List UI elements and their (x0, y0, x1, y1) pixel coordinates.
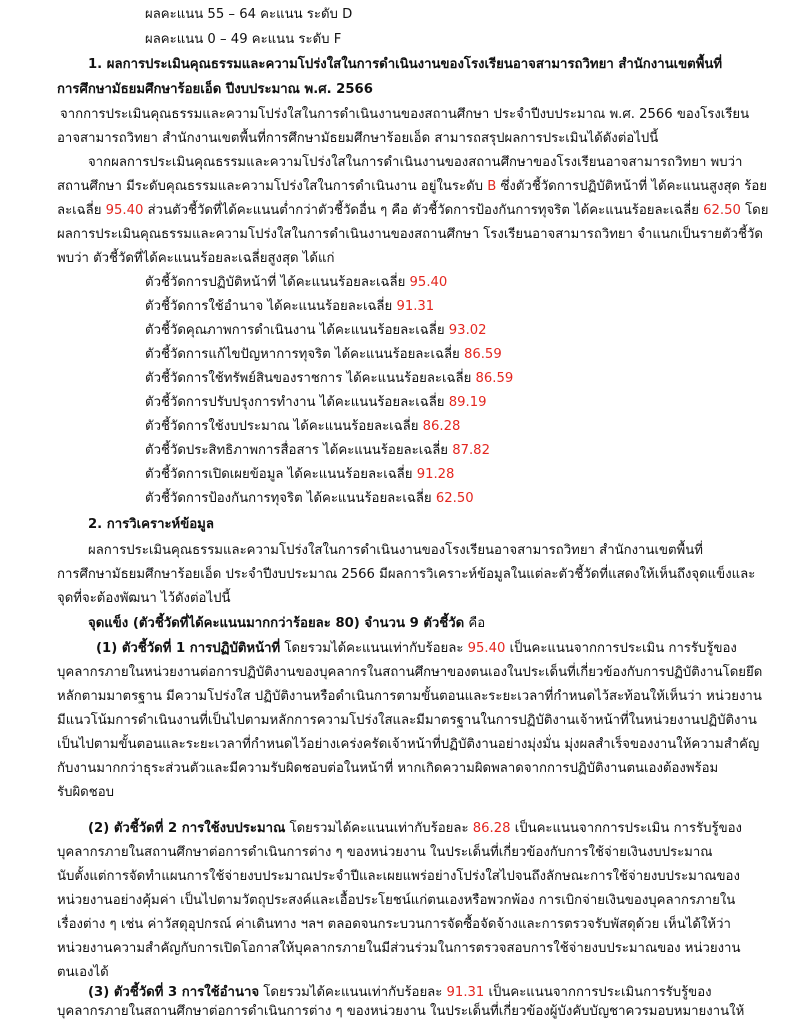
indicator-score: 93.02 (448, 323, 487, 338)
item1-body-line: รับผิดชอบ (57, 785, 114, 800)
result-text: ซึ่งตัวชี้วัดการปฏิบัติหน้าที่ ได้คะแนนสูงสุด ร้อย (496, 179, 768, 194)
indicator-label: ตัวชี้วัดการใช้ทรัพย์สินของราชการ ได้คะแนนร้อยละเฉลี่ย (145, 371, 476, 386)
max-score-value: 95.40 (105, 203, 144, 218)
item1-tail: เป็นคะแนนจากการประเมิน การรับรู้ของ (505, 641, 737, 656)
item2-lead: โดยรวมได้คะแนนเท่ากับร้อยละ (285, 821, 473, 836)
indicator-score: 62.50 (435, 491, 474, 506)
min-score-value: 62.50 (703, 203, 741, 218)
item1-body-line: มีแนวโน้มการดำเนินงานที่เป็นไปตามหลักการความโปร่งใสและมีมาตรฐานในการปฏิบัติงานเจ้าหน้าที่ในหน่วยงานปฏิบัติงาน (57, 713, 757, 728)
indicator-score: 91.31 (396, 299, 435, 314)
analysis-para-line3: จุดที่จะต้องพัฒนา ไว้ดังต่อไปนี้ (57, 591, 231, 606)
item1-first-line (96, 638, 737, 660)
item1-body-line: บุคลากรภายในหน่วยงานต่อการปฏิบัติงานของบุคลากรในสถานศึกษาของตนเองในประเด็นที่เกี่ยวข้องกับการปฏิบัติงานโดยยึด (57, 665, 763, 680)
item1-title: (1) ตัวชี้วัดที่ 1 การปฏิบัติหน้าที่ (96, 641, 281, 656)
item2-tail: เป็นคะแนนจากการประเมิน การรับรู้ของ (510, 821, 742, 836)
analysis-para-line2: การศึกษามัธยมศึกษาร้อยเอ็ด ประจำปีงบประมาณ 2566 มีผลการวิเคราะห์ข้อมูลในแต่ละตัวชี้วัดที่แสดงให้เห็นถึงจุดแข็งและ (57, 567, 756, 582)
indicator-label: ตัวชี้วัดการป้องกันการทุจริต ได้คะแนนร้อยละเฉลี่ย (145, 491, 436, 506)
indicator-item (145, 296, 434, 318)
result-para-line1: จากผลการประเมินคุณธรรมและความโปร่งใสในการดำเนินงานของสถานศึกษาของโรงเรียนอาจสามารถวิทยา พบว่า (88, 155, 743, 170)
result-para-line5: พบว่า ตัวชี้วัดที่ได้คะแนนร้อยละเฉลี่ยสูงสุด ได้แก่ (57, 251, 335, 266)
result-text: สถานศึกษา มีระดับคุณธรรมและความโปร่งใสในการดำเนินงาน อยู่ในระดับ (57, 179, 488, 194)
indicator-item (145, 416, 460, 438)
analysis-para-line1: ผลการประเมินคุณธรรมและความโปร่งใสในการดำเนินงานของโรงเรียนอาจสามารถวิทยา สำนักงานเขตพื้นที่ (88, 543, 703, 558)
indicator-label: ตัวชี้วัดการใช้งบประมาณ ได้คะแนนร้อยละเฉลี่ย (145, 419, 423, 434)
item2-body-line: เรื่องต่าง ๆ เช่น ค่าวัสดุอุปกรณ์ ค่าเดินทาง ฯลฯ ตลอดจนกระบวนการจัดซื้อจัดจ้างและการตรวจรับพัสดุด้วย เห็นได้ให้ว่า (57, 917, 731, 932)
result-para-line2 (57, 176, 767, 198)
result-text: ละเฉลี่ย (57, 203, 106, 218)
section1-heading-line2: การศึกษามัธยมศึกษาร้อยเอ็ด ปีงบประมาณ พ.ศ. 2566 (57, 82, 373, 97)
result-text: โดย (740, 203, 769, 218)
indicator-item (145, 368, 513, 390)
section2-heading: 2. การวิเคราะห์ข้อมูล (88, 517, 214, 532)
indicator-item (145, 440, 490, 462)
level-value: B (487, 179, 497, 194)
indicator-label: ตัวชี้วัดการปฏิบัติหน้าที่ ได้คะแนนร้อยละเฉลี่ย (145, 275, 410, 290)
item1-body-line: กับงานมากกว่าธุระส่วนตัวและมีความรับผิดชอบต่อในหน้าที่ หากเกิดความผิดพลาดจากการปฏิบัติงานตนเองต้องพร้อม (57, 761, 719, 776)
item2-title: (2) ตัวชี้วัดที่ 2 การใช้งบประมาณ (88, 821, 286, 836)
indicator-label: ตัวชี้วัดประสิทธิภาพการสื่อสาร ได้คะแนนร้อยละเฉลี่ย (145, 443, 453, 458)
item3-body-line: บุคลากรภายในสถานศึกษาต่อการดำเนินการต่าง ๆ ของหน่วยงาน ในประเด็นที่เกี่ยวข้องผู้บังคับบัญชาควรมอบหมายงานให้ (57, 1004, 745, 1019)
item3-title: (3) ตัวชี้วัดที่ 3 การใช้อำนาจ (88, 985, 260, 1000)
item1-score: 95.40 (467, 641, 506, 656)
indicator-item (145, 392, 486, 414)
result-para-line4: ผลการประเมินคุณธรรมและความโปร่งใสในการดำเนินงานของสถานศึกษา โรงเรียนอาจสามารถวิทยา จำแนกเป็นรายตัวชี้วัด (57, 227, 763, 242)
strengths-heading (88, 613, 485, 635)
item2-first-line (88, 818, 742, 840)
item3-lead: โดยรวมได้คะแนนเท่ากับร้อยละ (259, 985, 447, 1000)
indicator-score: 86.59 (463, 347, 502, 362)
item3-score: 91.31 (446, 985, 485, 1000)
item2-score: 86.28 (472, 821, 511, 836)
indicator-label: ตัวชี้วัดการเปิดเผยข้อมูล ได้คะแนนร้อยละเฉลี่ย (145, 467, 417, 482)
indicator-label: ตัวชี้วัดการปรับปรุงการทำงาน ได้คะแนนร้อยละเฉลี่ย (145, 395, 449, 410)
item3-tail: เป็นคะแนนจากการประเมินการรับรู้ของ (484, 985, 712, 1000)
indicator-item (145, 320, 487, 342)
intro-para-line1: จากการประเมินคุณธรรมและความโปร่งใสในการดำเนินงานของสถานศึกษา ประจำปีงบประมาณ พ.ศ. 2566 ของโรงเรียน (60, 107, 750, 122)
score-range-f: ผลคะแนน 0 – 49 คะแนน ระดับ F (145, 32, 342, 47)
indicator-score: 87.82 (452, 443, 490, 458)
item2-body-line: บุคลากรภายในสถานศึกษาต่อการดำเนินการต่าง ๆ ของหน่วยงาน ในประเด็นที่เกี่ยวข้องกับการใช้จ่ายเงินงบประมาณ (57, 845, 713, 860)
item1-lead: โดยรวมได้คะแนนเท่ากับร้อยละ (280, 641, 468, 656)
intro-para-line2: อาจสามารถวิทยา สำนักงานเขตพื้นที่การศึกษามัธยมศึกษาร้อยเอ็ด สามารถสรุปผลการประเมินได้ดังต่อไปนี้ (57, 131, 659, 146)
indicator-score: 91.28 (416, 467, 455, 482)
indicator-label: ตัวชี้วัดการใช้อำนาจ ได้คะแนนร้อยละเฉลี่ย (145, 299, 397, 314)
item2-body-line: ตนเองได้ (57, 965, 109, 980)
strengths-heading-tail: คือ (464, 616, 486, 631)
indicator-label: ตัวชี้วัดคุณภาพการดำเนินงาน ได้คะแนนร้อยละเฉลี่ย (145, 323, 449, 338)
indicator-score: 95.40 (409, 275, 448, 290)
result-para-line3 (57, 200, 768, 222)
score-range-d: ผลคะแนน 55 – 64 คะแนน ระดับ D (145, 7, 353, 22)
indicator-score: 86.59 (475, 371, 514, 386)
item2-body-line: หน่วยงานอย่างคุ้มค่า เป็นไปตามวัตถุประสงค์และเอื้อประโยชน์แก่ตนเองหรือพวกพ้อง การเบิกจ่ายเงินของบุคลากรภายใน (57, 893, 736, 908)
section1-heading-line1: 1. ผลการประเมินคุณธรรมและความโปร่งใสในการดำเนินงานของโรงเรียนอาจสามารถวิทยา สำนักงานเขตพื้นที่ (88, 57, 723, 72)
item2-body-line: หน่วยงานความสำคัญกับการเปิดโอกาสให้บุคลากรภายในมีส่วนร่วมในการตรวจสอบการใช้จ่ายงบประมาณของ หน่วยงาน (57, 941, 741, 956)
item1-body-line: หลักตามมาตรฐาน มีความโปร่งใส ปฏิบัติงานหรือดำเนินการตามขั้นตอนและระยะเวลาที่กำหนดไว้สะท้อนให้เห็นว่า หน่วยงาน (57, 689, 762, 704)
indicator-item (145, 464, 454, 486)
item1-body-line: เป็นไปตามขั้นตอนและระยะเวลาที่กำหนดไว้อย่างเคร่งครัดเจ้าหน้าที่ปฏิบัติงานอย่างมุ่งมั่น มุ่งผลสำเร็จของงานให้ความสำคัญ (57, 737, 760, 752)
item2-body-line: นับตั้งแต่การจัดทำแผนการใช้จ่ายงบประมาณประจำปีและเผยแพร่อย่างโปร่งใสไปจนถึงลักษณะการใช้จ่ายงบประมาณของ (57, 869, 740, 884)
indicator-score: 89.19 (448, 395, 487, 410)
result-text: ส่วนตัวชี้วัดที่ได้คะแนนต่ำกว่าตัวชี้วัดอื่น ๆ คือ ตัวชี้วัดการป้องกันการทุจริต ได้คะแนนร้อยละเฉลี่ย (143, 203, 704, 218)
strengths-heading-text: จุดแข็ง (ตัวชี้วัดที่ได้คะแนนมากกว่าร้อยละ 80) จำนวน 9 ตัวชี้วัด (88, 616, 465, 631)
indicator-item (145, 272, 447, 294)
indicator-item (145, 488, 474, 510)
indicator-score: 86.28 (422, 419, 461, 434)
indicator-label: ตัวชี้วัดการแก้ไขปัญหาการทุจริต ได้คะแนนร้อยละเฉลี่ย (145, 347, 464, 362)
indicator-item (145, 344, 502, 366)
